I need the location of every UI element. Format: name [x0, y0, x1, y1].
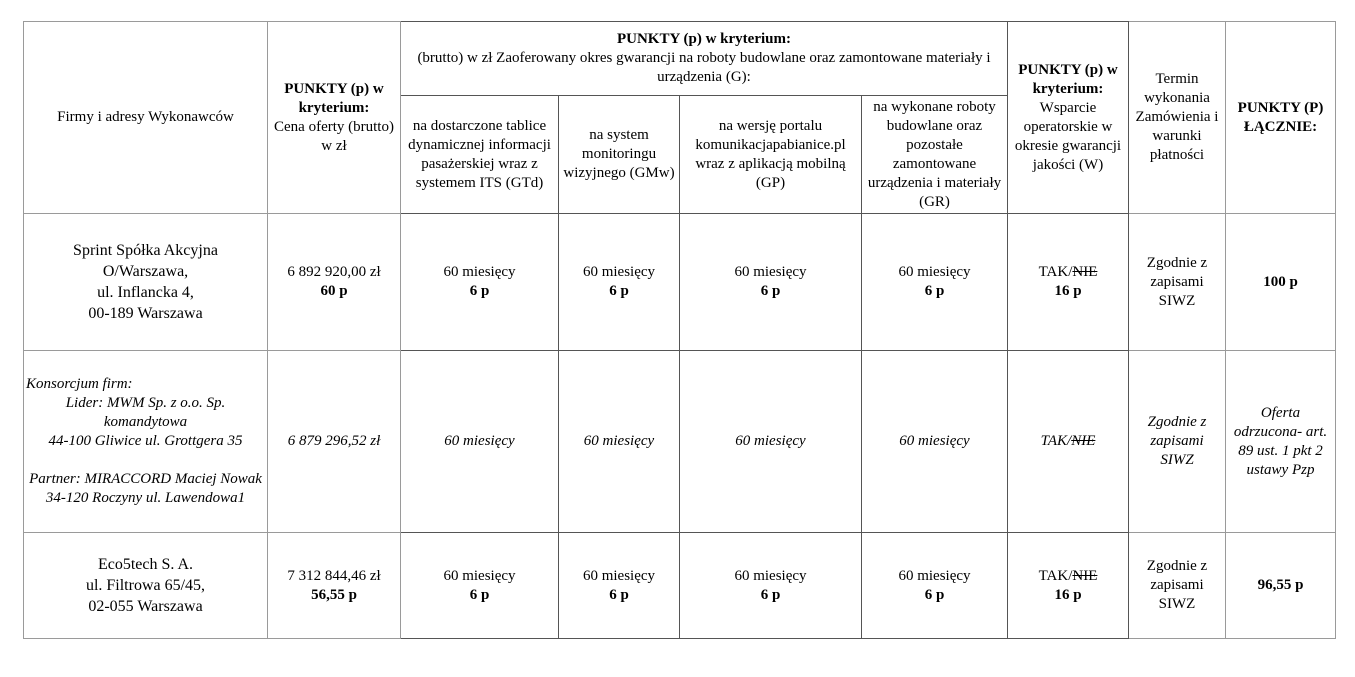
- header-warranty-title: PUNKTY (p) w kryterium:: [616, 31, 791, 47]
- gp-value: 60 miesięcy: [734, 567, 807, 584]
- firm-cell: [24, 533, 268, 639]
- support-cell: [1008, 214, 1129, 351]
- price-cell: [268, 214, 401, 351]
- gp-cell: [680, 214, 862, 351]
- firm-line: Lider: MWM Sp. z o.o. Sp. komandytowa: [65, 395, 226, 430]
- header-gtd: na dostarczone tablice dynamicznej informacji pasażerskiej wraz z systemem ITS (GTd): [401, 96, 559, 214]
- term-cell: Zgodnie z zapisami SIWZ: [1129, 214, 1226, 351]
- term-cell: Zgodnie z zapisami SIWZ: [1129, 351, 1226, 533]
- support-points: 16 p: [1054, 586, 1082, 603]
- gmw-value: 60 miesięcy: [582, 264, 656, 280]
- gmw-cell: [559, 214, 680, 351]
- table-row: [24, 351, 1336, 533]
- gtd-cell: [401, 533, 559, 639]
- header-price: [268, 22, 401, 214]
- header-price-sub: Cena oferty (brutto) w zł: [274, 118, 394, 154]
- support-cell: [1008, 351, 1129, 533]
- gtd-cell: [401, 214, 559, 351]
- header-term: Termin wykonania Zamówienia i warunki płatności: [1129, 22, 1226, 214]
- firm-line: O/Warszawa,: [102, 263, 189, 280]
- support-points: 16 p: [1054, 283, 1082, 299]
- table-row: [24, 214, 1336, 351]
- table-row: [24, 533, 1336, 639]
- price-points: 60 p: [320, 283, 348, 299]
- price-value: 6 892 920,00 zł: [287, 264, 381, 280]
- support-yes: TAK/: [1038, 567, 1073, 584]
- firm-line: Eco5tech S. A.: [97, 556, 194, 573]
- header-gr: na wykonane roboty budowlane oraz pozostałe zamontowane urządzenia i materiały (GR): [862, 96, 1008, 214]
- gr-value: 60 miesięcy: [898, 567, 971, 584]
- support-cell: [1008, 533, 1129, 639]
- gtd-cell: 60 miesięcy: [401, 351, 559, 533]
- gtd-value: 60 miesięcy: [443, 264, 516, 280]
- firm-line: 34-120 Roczyny ul. Lawendowa1: [45, 490, 246, 506]
- gmw-points: 6 p: [609, 586, 629, 603]
- header-warranty-sub: (brutto) w zł Zaoferowany okres gwarancji na roboty budowlane oraz zamontowane materiały i urządzenia (G):: [417, 50, 991, 85]
- header-total: PUNKTY (P) ŁĄCZNIE:: [1226, 22, 1336, 214]
- price-cell: [268, 533, 401, 639]
- header-support-sub: Wsparcie operatorskie w okresie gwarancji jakości (W): [1014, 99, 1122, 173]
- firm-line: Konsorcjum firm:: [26, 376, 133, 392]
- gr-cell: [862, 214, 1008, 351]
- support-value: [1011, 567, 1125, 586]
- gr-cell: 60 miesięcy: [862, 351, 1008, 533]
- gmw-value: 60 miesięcy: [582, 567, 656, 584]
- gtd-value: 60 miesięcy: [443, 567, 516, 584]
- gp-cell: [680, 533, 862, 639]
- firm-spacer: [26, 451, 265, 470]
- gr-value: 60 miesięcy: [898, 264, 971, 280]
- header-support-title: PUNKTY (p) w kryterium:: [1018, 61, 1118, 97]
- header-firms: Firmy i adresy Wykonawców: [24, 22, 268, 214]
- firm-cell: [24, 214, 268, 351]
- header-support: [1008, 22, 1129, 214]
- gr-points: 6 p: [924, 283, 945, 299]
- firm-line: Sprint Spółka Akcyjna: [73, 242, 218, 259]
- gp-points: 6 p: [760, 283, 781, 299]
- support-no: NIE: [1072, 567, 1098, 584]
- price-points: 56,55 p: [311, 586, 357, 603]
- firm-line: 02-055 Warszawa: [88, 598, 203, 615]
- support-no: NIE: [1071, 433, 1096, 449]
- gmw-cell: 60 miesięcy: [559, 351, 680, 533]
- gmw-cell: [559, 533, 680, 639]
- total-cell: Oferta odrzucona- art. 89 ust. 1 pkt 2 ustawy Pzp: [1226, 351, 1336, 533]
- firm-cell: [24, 351, 268, 533]
- gmw-points: 6 p: [609, 283, 629, 299]
- header-warranty: [401, 22, 1008, 96]
- price-cell: 6 879 296,52 zł: [268, 351, 401, 533]
- gp-value: 60 miesięcy: [734, 264, 807, 280]
- support-yes: TAK/: [1038, 264, 1073, 280]
- header-gp: na wersję portalu komunikacjapabianice.pl wraz z aplikacją mobilną (GP): [680, 96, 862, 214]
- price-value: 7 312 844,46 zł: [287, 567, 381, 584]
- firm-line: Partner: MIRACCORD Maciej Nowak: [29, 471, 262, 487]
- firm-line: ul. Inflancka 4,: [97, 284, 194, 301]
- support-value: [1011, 263, 1125, 282]
- gr-points: 6 p: [924, 586, 945, 603]
- firm-line: ul. Filtrowa 65/45,: [85, 577, 206, 594]
- total-cell: 100 p: [1226, 214, 1336, 351]
- gtd-points: 6 p: [469, 586, 490, 603]
- term-cell: Zgodnie z zapisami SIWZ: [1129, 533, 1226, 639]
- firm-line: 44-100 Gliwice ul. Grottgera 35: [48, 433, 243, 449]
- firm-line: 00-189 Warszawa: [88, 305, 203, 322]
- header-price-title: PUNKTY (p) w kryterium:: [284, 80, 384, 116]
- results-table: [23, 21, 1336, 639]
- total-cell: 96,55 p: [1226, 533, 1336, 639]
- gp-points: 6 p: [760, 586, 781, 603]
- support-yes: TAK/: [1040, 433, 1072, 449]
- gp-cell: 60 miesięcy: [680, 351, 862, 533]
- header-gmw: na system monitoringu wizyjnego (GMw): [559, 96, 680, 214]
- support-no: NIE: [1072, 264, 1098, 280]
- gtd-points: 6 p: [469, 283, 490, 299]
- gr-cell: [862, 533, 1008, 639]
